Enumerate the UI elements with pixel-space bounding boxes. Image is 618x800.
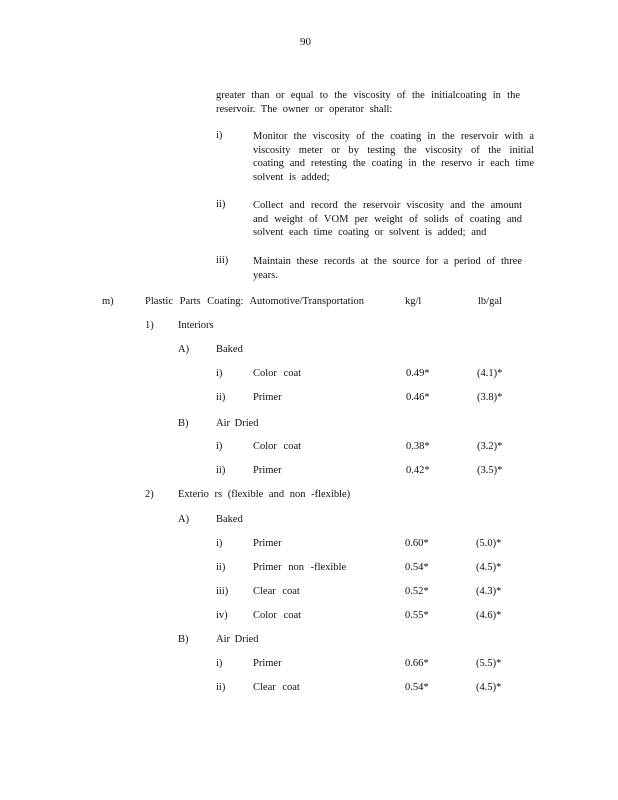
value-kg: 0.54* [405, 682, 429, 693]
value-kg: 0.55* [405, 610, 429, 621]
condition-marker: iii) [216, 255, 229, 266]
condition-marker: i) [216, 130, 223, 141]
row-marker: i) [216, 658, 223, 669]
row-label: Color coat [253, 368, 302, 379]
section-marker: m) [102, 296, 114, 307]
unit-kg-per-l: kg/l [405, 296, 422, 307]
section-heading: Plastic Parts Coating: Automotive/Transportation [145, 296, 364, 307]
condition-line: and weight of VOM per weight of solids of coating and [253, 213, 522, 225]
value-lb: (3.8)* [477, 392, 503, 403]
row-marker: i) [216, 538, 223, 549]
value-lb: (3.5)* [477, 465, 503, 476]
value-kg: 0.60* [405, 538, 429, 549]
row-marker: 1) [145, 320, 154, 331]
value-lb: (4.5)* [476, 682, 502, 693]
value-kg: 0.52* [405, 586, 429, 597]
value-lb: (5.5)* [476, 658, 502, 669]
condition-line: years. [253, 269, 278, 281]
row-marker: iv) [216, 610, 228, 621]
condition-text [253, 199, 522, 240]
row-marker: iii) [216, 586, 229, 597]
condition-line: Maintain these records at the source for a period of three [253, 256, 522, 267]
row-marker: 2) [145, 489, 154, 500]
row-marker: B) [178, 418, 189, 429]
row-marker: A) [178, 344, 190, 355]
row-label: Baked [216, 514, 243, 525]
condition-line: viscosity meter or by testing the viscosity of the initial [253, 144, 534, 156]
row-marker: B) [178, 634, 189, 645]
value-kg: 0.54* [405, 562, 429, 573]
row-label: Primer non -flexible [253, 562, 347, 573]
condition-line: solvent is added; [253, 171, 330, 183]
value-lb: (4.6)* [476, 610, 502, 621]
value-lb: (4.1)* [477, 368, 503, 379]
row-label: Primer [253, 465, 282, 476]
value-kg: 0.66* [405, 658, 429, 669]
row-marker: ii) [216, 682, 226, 693]
condition-text [253, 130, 534, 184]
row-label: Clear coat [253, 586, 300, 597]
row-marker: A) [178, 514, 190, 525]
unit-lb-per-gal: lb/gal [478, 296, 502, 307]
row-marker: ii) [216, 392, 226, 403]
condition-text [253, 255, 522, 282]
intro-line: reservoir. The owner or operator shall: [216, 103, 393, 115]
condition-line: Collect and record the reservoir viscosity and the amount [253, 200, 522, 211]
condition-line: coating and retesting the coating in the reservo ir each time [253, 158, 534, 169]
value-lb: (5.0)* [476, 538, 502, 549]
value-kg: 0.46* [406, 392, 430, 403]
row-label: Air Dried [216, 418, 259, 429]
row-label: Primer [253, 658, 282, 669]
condition-line: solvent each time coating or solvent is added; and [253, 227, 487, 238]
row-label: Color coat [253, 610, 302, 621]
condition-marker: ii) [216, 199, 226, 210]
row-marker: i) [216, 368, 223, 379]
value-lb: (3.2)* [477, 441, 503, 452]
row-label: Primer [253, 538, 282, 549]
intro-paragraph [216, 89, 520, 116]
row-label: Air Dried [216, 634, 259, 645]
row-label: Baked [216, 344, 243, 355]
page-number: 90 [300, 36, 311, 48]
row-label: Primer [253, 392, 282, 403]
value-lb: (4.3)* [476, 586, 502, 597]
row-label: Exterio rs (flexible and non -flexible) [178, 489, 351, 500]
value-kg: 0.49* [406, 368, 430, 379]
row-label: Interiors [178, 320, 214, 331]
condition-line: Monitor the viscosity of the coating in the reservoir with a [253, 131, 534, 142]
value-kg: 0.38* [406, 441, 430, 452]
row-label: Color coat [253, 441, 302, 452]
value-lb: (4.5)* [476, 562, 502, 573]
row-label: Clear coat [253, 682, 300, 693]
intro-line: greater than or equal to the viscosity of the initialcoating in the [216, 90, 520, 101]
row-marker: i) [216, 441, 223, 452]
row-marker: ii) [216, 562, 226, 573]
row-marker: ii) [216, 465, 226, 476]
value-kg: 0.42* [406, 465, 430, 476]
